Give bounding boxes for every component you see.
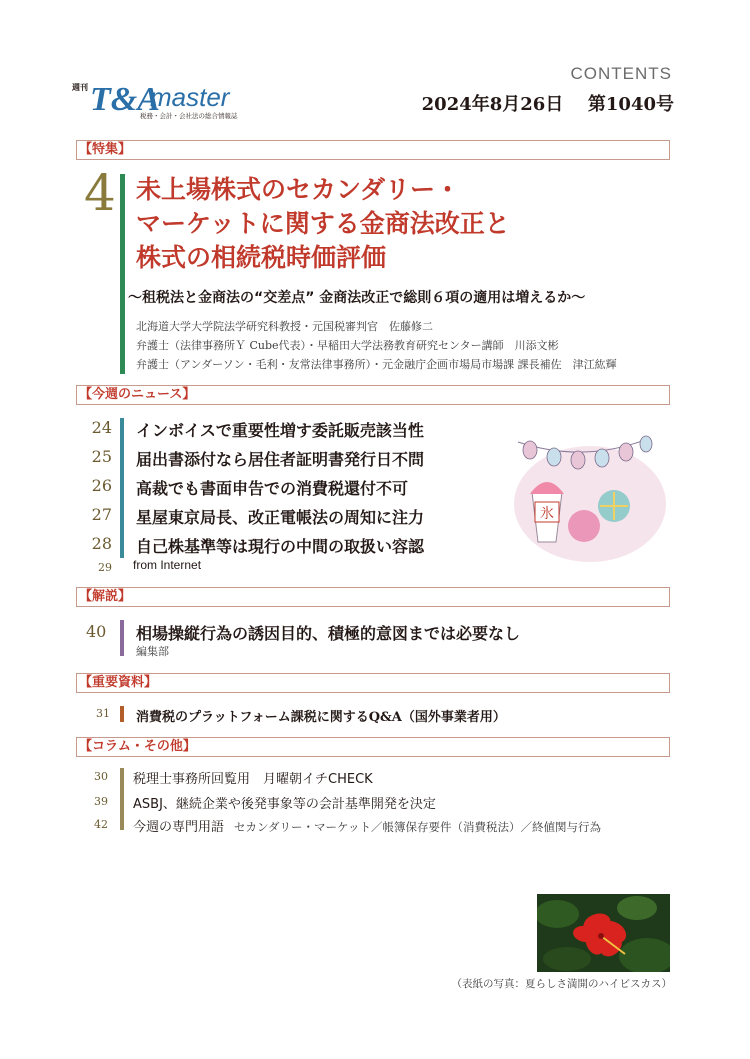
feature-author-1: 北海道大学大学院法学研究科教授・元国税審判官 佐藤修二: [136, 320, 433, 333]
feature-subtitle: ～租税法と金商法の“交差点” 金商法改正で総則６項の適用は増えるか～: [128, 290, 586, 306]
news-accent-bar: [120, 418, 124, 558]
issue-date: 2024年8月26日: [421, 94, 564, 115]
shiryo-page-number: 31: [96, 707, 110, 720]
column-item[interactable]: [133, 816, 601, 835]
column-title: 税理士事務所回覧用 月曜朝イチCHECK: [133, 772, 373, 787]
illustration-kanji: 氷: [540, 506, 554, 522]
cover-photo-hibiscus: [537, 894, 670, 972]
feature-accent-bar: [120, 174, 125, 374]
feature-title-line-1[interactable]: 未上場株式のセカンダリー・: [136, 175, 461, 204]
contents-label: CONTENTS: [570, 64, 672, 83]
cover-caption: （表紙の写真：夏らしさ満開のハイビスカス）: [451, 978, 672, 990]
internet-title[interactable]: from Internet: [133, 558, 202, 572]
section-label: 【解説】: [79, 589, 132, 604]
column-title: 今週の専門用語: [133, 820, 225, 835]
logo-tagline: 税務・会計・会社法の総合情報誌: [140, 112, 238, 120]
news-page-number: 25: [91, 447, 112, 466]
logo-ta: T&A: [90, 81, 160, 118]
column-item[interactable]: [133, 793, 436, 812]
column-item[interactable]: [133, 768, 373, 787]
section-label: 【今週のニュース】: [79, 387, 196, 402]
summer-festival-illustration: [500, 424, 670, 564]
column-title: ASBJ、継続企業や後発事象等の会計基準開発を決定: [133, 797, 436, 812]
section-header-feature: [76, 140, 670, 160]
section-header-kaisetsu: [76, 587, 670, 607]
news-page-number: 26: [91, 476, 112, 495]
feature-author-3: 弁護士（アンダーソン・毛利・友常法律事務所）・元金融庁企画市場局市場課 課長補佐 津江紘輝: [136, 358, 617, 371]
news-page-number: 28: [91, 534, 112, 553]
column-page-number: 30: [94, 770, 108, 783]
section-header-news: [76, 385, 670, 405]
issue-info: [422, 90, 674, 116]
news-title[interactable]: インボイスで重要性増す委託販売該当性: [136, 421, 424, 440]
internet-page-number: 29: [98, 561, 112, 574]
section-label: 【重要資料】: [79, 675, 158, 690]
section-label: 【コラム・その他】: [79, 739, 196, 754]
shiryo-accent-bar: [120, 706, 124, 722]
shiryo-title[interactable]: 消費税のプラットフォーム課税に関するQ&A（国外事業者用）: [136, 710, 506, 725]
feature-page-number: 4: [84, 164, 116, 222]
section-label: 【特集】: [79, 142, 132, 157]
news-title[interactable]: 星屋東京局長、改正電帳法の周知に注力: [136, 508, 425, 527]
news-page-number: 27: [91, 505, 112, 524]
issue-number: 第1040号: [587, 94, 674, 115]
column-page-number: 42: [94, 818, 108, 831]
kaisetsu-page-number: 40: [86, 622, 107, 641]
kaisetsu-title[interactable]: 相場操縦行為の誘因目的、積極的意図までは必要なし: [136, 624, 521, 643]
feature-title-line-2[interactable]: マーケットに関する金商法改正と: [136, 209, 510, 238]
news-title[interactable]: 自己株基準等は現行の中間の取扱い容認: [136, 537, 425, 556]
column-accent-bar: [120, 768, 124, 830]
logo-weekly: 週刊: [72, 83, 88, 92]
feature-author-2: 弁護士（法律事務所Ｙ Cube代表）・早稲田大学法務教育研究センター講師 川添文彬: [136, 339, 559, 352]
kaisetsu-accent-bar: [120, 620, 124, 656]
news-page-number: 24: [91, 418, 112, 437]
column-page-number: 39: [94, 795, 108, 808]
section-header-column: [76, 737, 670, 757]
feature-title-line-3[interactable]: 株式の相続税時価評価: [136, 243, 387, 272]
section-header-shiryo: [76, 673, 670, 693]
kaisetsu-author: 編集部: [136, 645, 169, 658]
logo-master: master: [150, 82, 230, 112]
magazine-logo: [70, 70, 270, 120]
column-terms: セカンダリー・マーケット／帳簿保存要件（消費税法）／終値関与行為: [234, 820, 601, 834]
news-title[interactable]: 届出書添付なら居住者証明書発行日不問: [136, 450, 425, 469]
news-title[interactable]: 高裁でも書面申告での消費税還付不可: [136, 479, 409, 498]
